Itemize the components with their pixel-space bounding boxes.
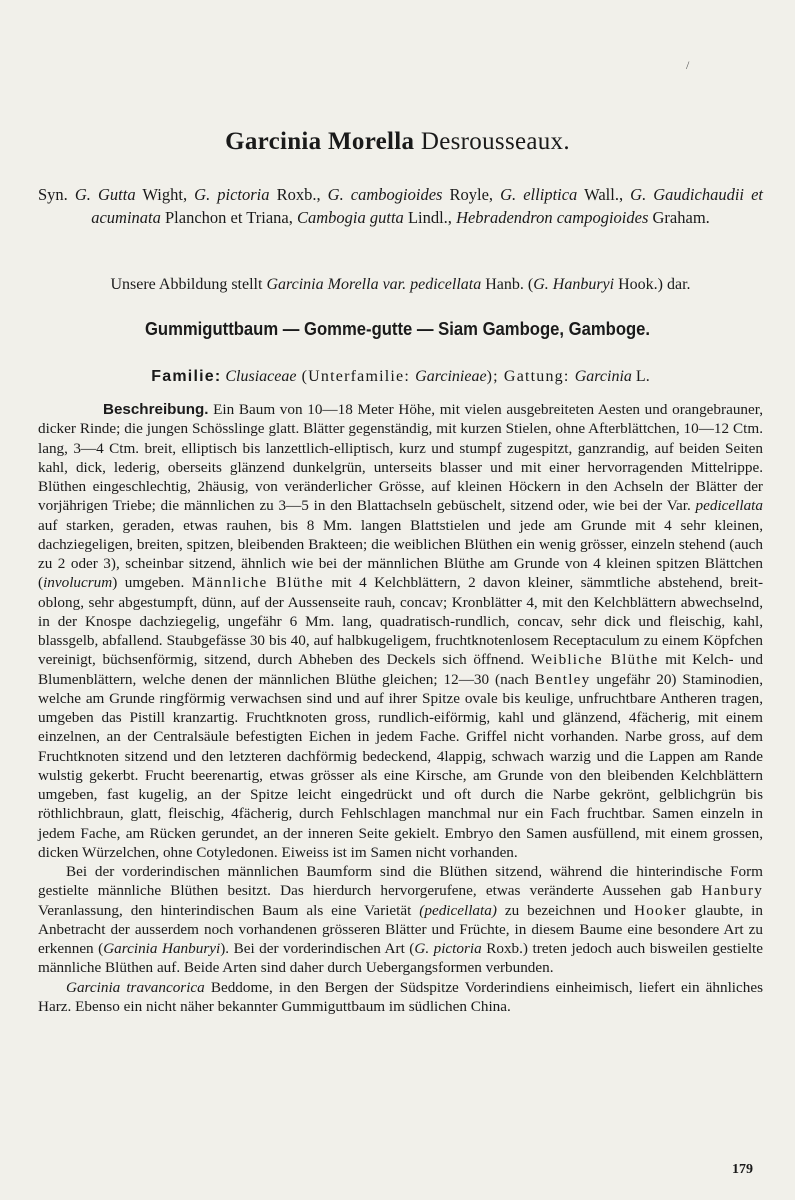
synonym-2: G. pictoria bbox=[194, 185, 270, 204]
synonym-5: G. Gaudichaudii et acuminata bbox=[91, 185, 763, 227]
synonym-author-7: Graham. bbox=[648, 208, 710, 227]
author-bentley: Bentley bbox=[534, 670, 591, 688]
family-line bbox=[38, 368, 763, 386]
female-flower-heading: Weibliche Blüthe bbox=[530, 651, 659, 669]
synonym-6: Cambogia gutta bbox=[297, 208, 404, 227]
forms-paragraph bbox=[38, 862, 763, 978]
synonym-4: G. elliptica bbox=[500, 185, 578, 204]
forms-text-1: Bei der vorderindischen männlichen Baumform sind die Blüthen sitzend, während die hinterindische Form gestielte männliche Blüthen besitzt. Das hierdurch hervorgerufene, etwas veränderte Aussehen gab bbox=[38, 863, 763, 900]
synonym-author-2: Roxb., bbox=[269, 185, 328, 204]
male-flower-heading: Männliche Blüthe bbox=[191, 574, 324, 592]
description-paragraph bbox=[38, 400, 763, 862]
related-species-text: Beddome, in den Bergen der Südspitze Vorderindiens einheimisch, liefert ein ähnliches Harz. Ebenso ein nicht näher bekannter Gummiguttbaum im südlichen China. bbox=[38, 978, 764, 1015]
author-hanbury: Hanbury bbox=[701, 882, 763, 900]
description-text-6: ungefähr 20) Staminodien, welche am Grunde ringförmig verwachsen sind und auf ihrer Spitze ovale bis keulige, unfruchtbare Antheren tragen, umgeben das Pistill kranzartig. Fruchtknoten gross, rundlich-eiförmig, kahl und glänzend, 4fächerig, mit einem einzelnen, an der Centralsäule befestigten Eichen in jedem Fache. Griffel nicht vorhanden. Narbe gross, auf dem Fruchtknoten sitzend und den letzteren dachförmig bedeckend, 4lappig, schwach warzig und die Lappen am Rande wulstig gekerbt. Frucht beerenartig, etwas grösser als eine Kirsche, am Grunde von den bleibenden Kelchblättern umgeben, fast kugelig, an der Spitze leicht eingedrückt und oft durch die Narbe gekrönt, gelblichgrün bis röthlichbraun, glatt, fleischig, 4fächerig, durch Fehlschlagen manchmal nur ein Fach fruchtbar. Samen einzeln in jedem Fache, am Rücken gerundet, an der inneren Seite gekielt. Embryo den Samen ausfüllend, mit einem grossen, dicken Würzelchen, ohne Cotyledonen. Eiweiss ist im Samen nicht vorhanden. bbox=[38, 670, 763, 861]
forms-italic-1: (pedicellata) bbox=[419, 901, 497, 919]
title-genus: Garcinia Morella bbox=[225, 128, 415, 155]
description-heading: Beschreibung. bbox=[103, 401, 209, 418]
forms-text-4: glaubte, in Anbetracht der ausserdem noch vorhandenen grösseren Blätter und Früchte, in diesem Baume eine besondere Art zu erkennen ( bbox=[38, 901, 763, 957]
description-text-1: Ein Baum von 10—18 Meter Höhe, mit vielen ausgebreiteten Aesten und orangebrauner, dicker Rinde; die jungen Schösslinge glatt. Blätter gegenständig, mit kurzen Stielen, ohne Afterblättchen, 10—12 Ctm. lang, 3—4 Ctm. breit, elliptisch bis lanzettlich-elliptisch, kurz und stumpf zugespitzt, ganzrandig, auf beiden Seiten kahl, dick, lederig, oberseits glänzend dunkelgrün, unterseits blasser und mit einer hervorragenden Mittelrippe. Blüthen eingeschlechtig, 2häusig, von veränderlicher Grösse, auf kleinen Höckern in den Achseln der Blätter der vorjährigen Triebe; die männlichen zu 3—5 in den Blattachseln gebüschelt, sitzend oder, wie bei der Var. bbox=[38, 401, 763, 515]
forms-text-2: Veranlassung, den hinterindischen Baum als eine Varietät bbox=[38, 901, 420, 919]
description-italic-2: involucrum bbox=[43, 574, 113, 592]
related-species-paragraph bbox=[38, 978, 763, 1017]
description-text-3: ) umgeben. bbox=[112, 574, 192, 592]
description-text-2: auf starken, geraden, etwas rauhen, bis 8 Mm. langen Blattstielen und jede am Grunde mit 4 sehr kleinen, dachziegeligen, breiten, spitzen, bleibenden Brakteen; die weiblichen Blüthen ein wenig grösser, einzeln stehend (auch zu 2 oder 3), scheinbar sitzend, ähnlich wie bei der männlichen Blüthe am Grunde von 4 kleinen spitzen Blättchen ( bbox=[38, 516, 763, 592]
subfamily-label: (Unterfamilie: bbox=[296, 368, 416, 385]
genus-label: ); Gattung: bbox=[486, 368, 575, 385]
synonym-author-1: Wight, bbox=[135, 185, 195, 204]
forms-text-5: ). Bei der vorderindischen Art ( bbox=[220, 940, 415, 957]
common-names: Gummiguttbaum — Gomme-gutte — Siam Gamboge, Gamboge. bbox=[144, 318, 651, 339]
synonym-3: G. cambogioides bbox=[327, 185, 443, 204]
illustration-pre: Unsere Abbildung stellt bbox=[110, 276, 267, 293]
page-title bbox=[0, 128, 795, 156]
illustration-species: Garcinia Morella var. pedicellata bbox=[266, 276, 482, 293]
illustration-post: Hook.) dar. bbox=[614, 276, 691, 293]
description-text-4: mit 4 Kelchblättern, 2 davon kleiner, sämmtliche abstehend, breit-oblong, sehr abgestumpft, dünn, auf der Aussenseite rauh, concav; Kronblätter 4, mit den Kelchblättern abwechselnd, in der Knospe dachziegelig, ungefähr 6 Mm. lang, quadratisch-rundlich, concav, sehr dick und fleischig, kahl, blassgelb, abfallend. Staubgefässe 30 bis 40, auf halbkugeligem, fruchtknotenlosem Receptaculum zu einem Köpfchen vereinigt, büchsenförmig, sitzend, durch Abheben des Deckels sich öffnend. bbox=[38, 574, 763, 669]
syn-label: Syn. bbox=[38, 185, 68, 204]
title-author: Desrousseaux. bbox=[420, 128, 570, 155]
synonym-1: G. Gutta bbox=[74, 185, 136, 204]
synonyms bbox=[38, 183, 763, 229]
author-hooker: Hooker bbox=[634, 901, 687, 919]
forms-text-3: zu bezeichnen und bbox=[496, 901, 635, 919]
forms-italic-2: Garcinia Hanburyi bbox=[103, 940, 221, 957]
genus-author: L. bbox=[631, 368, 650, 385]
synonym-author-3: Royle, bbox=[442, 185, 501, 204]
description-text-5: mit Kelch- und Blumenblättern, welche denen der männlichen Blüthe gleichen; 12—30 (nach bbox=[38, 651, 764, 688]
family-name: Clusiaceae bbox=[225, 368, 297, 385]
synonym-author-4: Wall., bbox=[577, 185, 631, 204]
page-number: 179 bbox=[732, 1162, 753, 1177]
body-text bbox=[38, 400, 763, 1016]
illustration-note bbox=[38, 276, 763, 294]
related-species-name: Garcinia travancorica bbox=[66, 978, 205, 996]
synonym-7: Hebradendron campogioides bbox=[456, 208, 649, 227]
description-italic-1: pedicellata bbox=[695, 497, 763, 515]
stray-mark: / bbox=[686, 58, 690, 72]
illustration-alt-name: G. Hanburyi bbox=[533, 276, 615, 293]
forms-text-6: Roxb.) treten jedoch auch bisweilen gestielte männliche Blüthen auf. Beide Arten sind daher durch Uebergangsformen verbunden. bbox=[38, 940, 764, 977]
family-label: Familie: bbox=[151, 368, 222, 385]
synonym-author-6: Lindl., bbox=[403, 208, 457, 227]
forms-italic-3: G. pictoria bbox=[414, 940, 482, 957]
illustration-mid: Hanb. ( bbox=[481, 276, 534, 293]
genus-name: Garcinia bbox=[574, 368, 632, 385]
subfamily-name: Garcinieae bbox=[415, 368, 487, 385]
synonym-author-5: Planchon et Triana, bbox=[160, 208, 297, 227]
